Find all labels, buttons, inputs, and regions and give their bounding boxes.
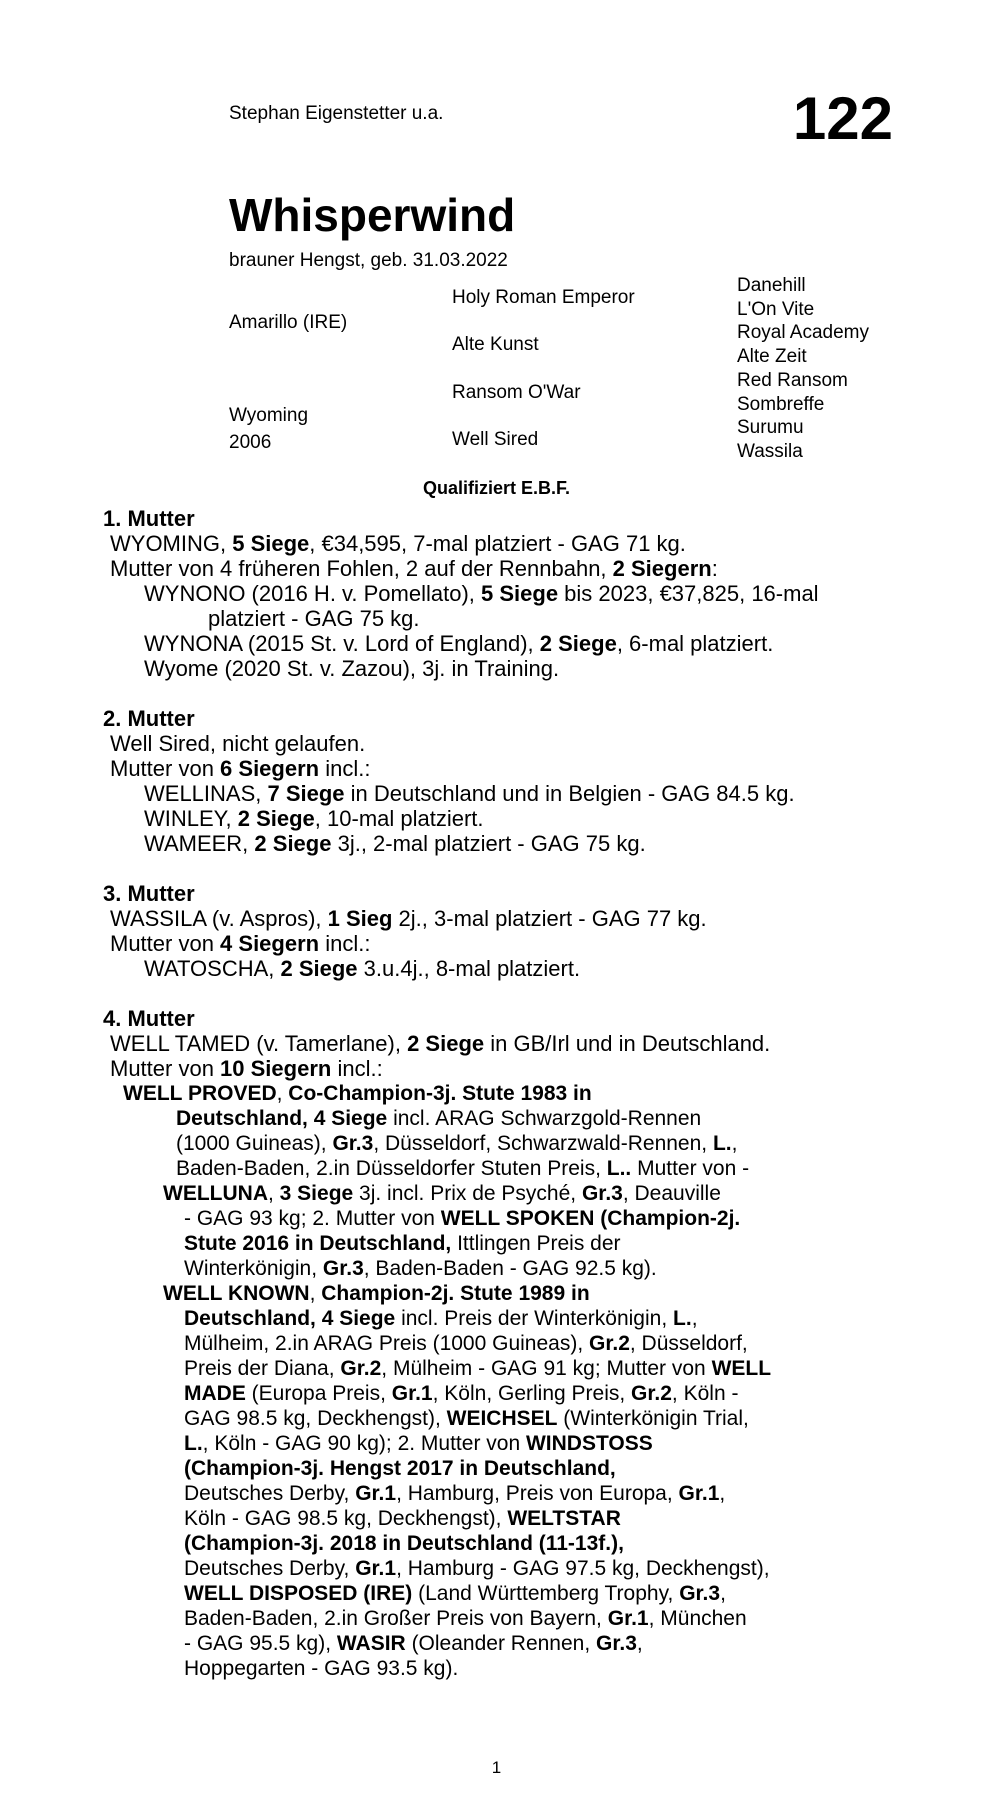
dam-record: WELL TAMED (v. Tamerlane), 2 Siege in GB/Irl und in Deutschland.	[110, 1031, 771, 1056]
produce-detail-line: Deutschland, 4 Siege incl. Preis der Winterkönigin, L.,	[184, 1307, 698, 1330]
lot-number: 122	[792, 85, 893, 152]
page-number: 1	[491, 1758, 502, 1777]
produce-detail-line: Hoppegarten - GAG 93.5 kg).	[184, 1657, 459, 1680]
produce-detail-line: L., Köln - GAG 90 kg); 2. Mutter von WINDSTOSS	[184, 1432, 653, 1455]
dam-record: WYOMING, 5 Siege, €34,595, 7-mal platziert - GAG 71 kg.	[110, 531, 686, 556]
section-2-mutter	[103, 706, 893, 856]
produce-detail-line: Stute 2016 in Deutschland, Ittlingen Preis der	[184, 1232, 621, 1255]
section-3-mutter	[103, 881, 893, 981]
section-4-mutter	[103, 1006, 893, 1681]
produce-detail-line: WELL DISPOSED (IRE) (Land Württemberg Trophy, Gr.3,	[184, 1582, 726, 1605]
produce-detail-line: (Champion-3j. 2018 in Deutschland (11-13f.),	[184, 1532, 624, 1555]
section-title: 1. Mutter	[103, 506, 195, 531]
pedigree-gen3-7: Surumu	[737, 417, 804, 438]
breeder-name: Stephan Eigenstetter u.a.	[229, 103, 444, 124]
produce-entry: WELLINAS, 7 Siege in Deutschland und in Belgien - GAG 84.5 kg.	[144, 781, 795, 806]
produce-entry: WATOSCHA, 2 Siege 3.u.4j., 8-mal platziert.	[144, 956, 581, 981]
pedigree-dam: Wyoming	[229, 405, 309, 426]
pedigree-gen3-5: Red Ransom	[737, 370, 848, 391]
produce-detail-line: Mülheim, 2.in ARAG Preis (1000 Guineas), Gr.2, Düsseldorf,	[184, 1332, 748, 1355]
pedigree-gen2-2: Alte Kunst	[452, 334, 539, 355]
pedigree-dam-year: 2006	[229, 432, 272, 453]
produce-detail-line: Baden-Baden, 2.in Düsseldorfer Stuten Preis, L.. Mutter von -	[176, 1157, 750, 1180]
section-1-mutter	[103, 506, 893, 681]
produce-entry: WAMEER, 2 Siege 3j., 2-mal platziert - GAG 75 kg.	[144, 831, 646, 856]
pedigree-gen3-2: L'On Vite	[737, 299, 815, 320]
produce-detail-line: WELL PROVED, Co-Champion-3j. Stute 1983 in	[123, 1082, 592, 1105]
pedigree-gen3-4: Alte Zeit	[737, 346, 807, 367]
section-title: 2. Mutter	[103, 706, 195, 731]
produce-detail-line: (Champion-3j. Hengst 2017 in Deutschland,	[184, 1457, 616, 1480]
produce-detail-line: Deutschland, 4 Siege incl. ARAG Schwarzgold-Rennen	[176, 1107, 702, 1130]
pedigree-gen2-4: Well Sired	[452, 429, 539, 450]
produce-summary: Mutter von 6 Siegern incl.:	[110, 756, 371, 781]
produce-detail-line: - GAG 95.5 kg), WASIR (Oleander Rennen, Gr.3,	[184, 1632, 643, 1655]
produce-detail-line: GAG 98.5 kg, Deckhengst), WEICHSEL (Winterkönigin Trial,	[184, 1407, 749, 1430]
dam-record: Well Sired, nicht gelaufen.	[110, 731, 366, 756]
pedigree-sire: Amarillo (IRE)	[229, 312, 348, 333]
horse-name: Whisperwind	[229, 189, 516, 241]
qualification-note: Qualifiziert E.B.F.	[422, 478, 571, 498]
section-title: 3. Mutter	[103, 881, 195, 906]
produce-detail-line: Deutsches Derby, Gr.1, Hamburg, Preis von Europa, Gr.1,	[184, 1482, 726, 1505]
pedigree-gen2-1: Holy Roman Emperor	[452, 287, 635, 308]
pedigree-gen3-8: Wassila	[737, 441, 803, 462]
pedigree-gen3-3: Royal Academy	[737, 322, 870, 343]
produce-entry: WYNONO (2016 H. v. Pomellato), 5 Siege bis 2023, €37,825, 16-mal platziert - GAG 75 kg.	[144, 581, 819, 631]
produce-detail-line: MADE (Europa Preis, Gr.1, Köln, Gerling Preis, Gr.2, Köln -	[184, 1382, 739, 1405]
produce-summary: Mutter von 4 früheren Fohlen, 2 auf der Rennbahn, 2 Siegern:	[110, 556, 718, 581]
produce-detail-line: Preis der Diana, Gr.2, Mülheim - GAG 91 kg; Mutter von WELL	[184, 1357, 772, 1380]
produce-detail-line: Köln - GAG 98.5 kg, Deckhengst), WELTSTAR	[184, 1507, 621, 1530]
produce-detail-line: (1000 Guineas), Gr.3, Düsseldorf, Schwarzwald-Rennen, L.,	[176, 1132, 738, 1155]
section-title: 4. Mutter	[103, 1006, 195, 1031]
pedigree-gen3-6: Sombreffe	[737, 394, 825, 415]
produce-detail-line: Baden-Baden, 2.in Großer Preis von Bayern, Gr.1, München	[184, 1607, 747, 1630]
horse-description: brauner Hengst, geb. 31.03.2022	[229, 250, 508, 271]
produce-detail-line: WELL KNOWN, Champion-2j. Stute 1989 in	[163, 1282, 590, 1305]
pedigree-gen2-3: Ransom O'War	[452, 382, 581, 403]
produce-entry: WINLEY, 2 Siege, 10-mal platziert.	[144, 806, 484, 831]
produce-detail-line: WELLUNA, 3 Siege 3j. incl. Prix de Psyché, Gr.3, Deauville	[163, 1182, 721, 1205]
dam-line-sections	[103, 506, 893, 1706]
produce-details	[103, 1081, 893, 1681]
produce-entry: WYNONA (2015 St. v. Lord of England), 2 Siege, 6-mal platziert.	[144, 631, 774, 656]
dam-record: WASSILA (v. Aspros), 1 Sieg 2j., 3-mal platziert - GAG 77 kg.	[110, 906, 707, 931]
produce-detail-line: Deutsches Derby, Gr.1, Hamburg - GAG 97.5 kg, Deckhengst),	[184, 1557, 770, 1580]
pedigree-gen3-1: Danehill	[737, 275, 806, 296]
produce-detail-line: Winterkönigin, Gr.3, Baden-Baden - GAG 92.5 kg).	[184, 1257, 657, 1280]
produce-summary: Mutter von 10 Siegern incl.:	[110, 1056, 383, 1081]
produce-summary: Mutter von 4 Siegern incl.:	[110, 931, 371, 956]
produce-detail-line: - GAG 93 kg; 2. Mutter von WELL SPOKEN (Champion-2j.	[184, 1207, 741, 1230]
produce-entry: Wyome (2020 St. v. Zazou), 3j. in Training.	[144, 656, 560, 681]
